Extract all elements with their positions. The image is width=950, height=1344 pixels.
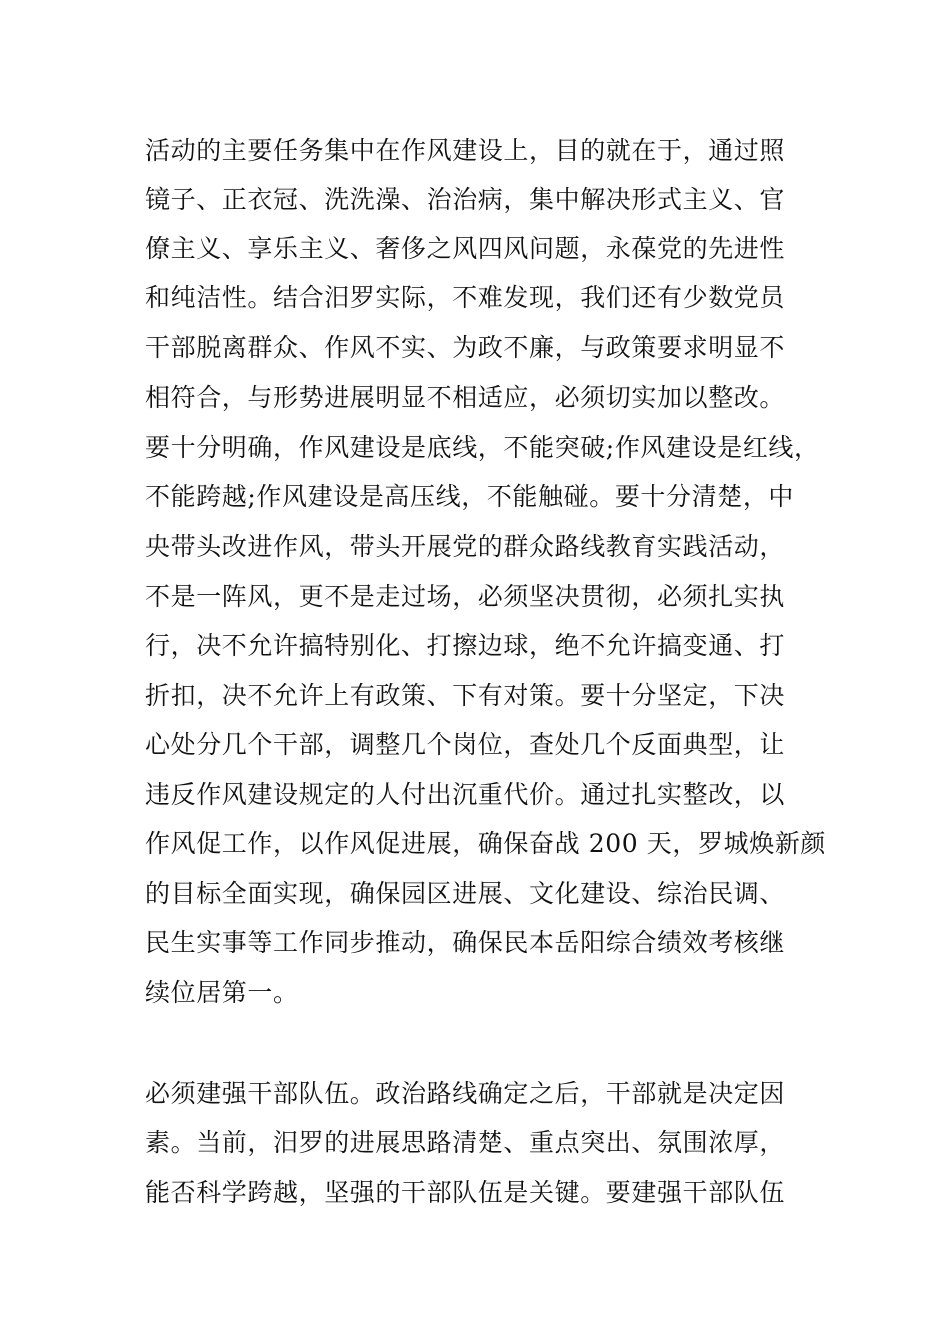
text-line: 镜子、正衣冠、洗洗澡、治治病，集中解决形式主义、官 bbox=[145, 185, 786, 214]
text-line: 相符合，与形势进展明显不相适应，必须切实加以整改。 bbox=[145, 383, 786, 412]
text-line: 不是一阵风，更不是走过场，必须坚决贯彻，必须扎实执 bbox=[145, 582, 786, 611]
text-line: 必须建强干部队伍。政治路线确定之后，干部就是决定因 bbox=[145, 1079, 786, 1108]
text-line: 行，决不允许搞特别化、打擦边球，绝不允许搞变通、打 bbox=[145, 631, 786, 660]
text-line: 民生实事等工作同步推动，确保民本岳阳综合绩效考核继 bbox=[145, 928, 786, 957]
text-line: 素。当前，汨罗的进展思路清楚、重点突出、氛围浓厚， bbox=[145, 1128, 786, 1157]
text-line: 作风促工作，以作风促进展，确保奋战 200 天，罗城焕新颜 bbox=[145, 829, 827, 858]
text-line: 心处分几个干部，调整几个岗位，查处几个反面典型，让 bbox=[145, 730, 786, 759]
text-line: 要十分明确，作风建设是底线，不能突破;作风建设是红线， bbox=[145, 433, 820, 462]
text-line: 能否科学跨越，坚强的干部队伍是关键。要建强干部队伍 bbox=[145, 1178, 786, 1207]
text-line: 的目标全面实现，确保园区进展、文化建设、综治民调、 bbox=[145, 879, 786, 908]
text-line: 折扣，决不允许上有政策、下有对策。要十分坚定，下决 bbox=[145, 681, 786, 710]
text-line: 续位居第一。 bbox=[145, 978, 299, 1007]
text-line: 僚主义、享乐主义、奢侈之风四风问题，永葆党的先进性 bbox=[145, 234, 786, 263]
text-line: 央带头改进作风，带头开展党的群众路线教育实践活动， bbox=[145, 532, 786, 561]
text-line: 干部脱离群众、作风不实、为政不廉，与政策要求明显不 bbox=[145, 333, 786, 362]
text-line: 不能跨越;作风建设是高压线，不能触碰。要十分清楚，中 bbox=[145, 482, 795, 511]
text-line: 违反作风建设规定的人付出沉重代价。通过扎实整改，以 bbox=[145, 780, 786, 809]
text-line: 和纯洁性。结合汨罗实际，不难发现，我们还有少数党员 bbox=[145, 283, 786, 312]
text-line: 活动的主要任务集中在作风建设上，目的就在于，通过照 bbox=[145, 136, 786, 165]
